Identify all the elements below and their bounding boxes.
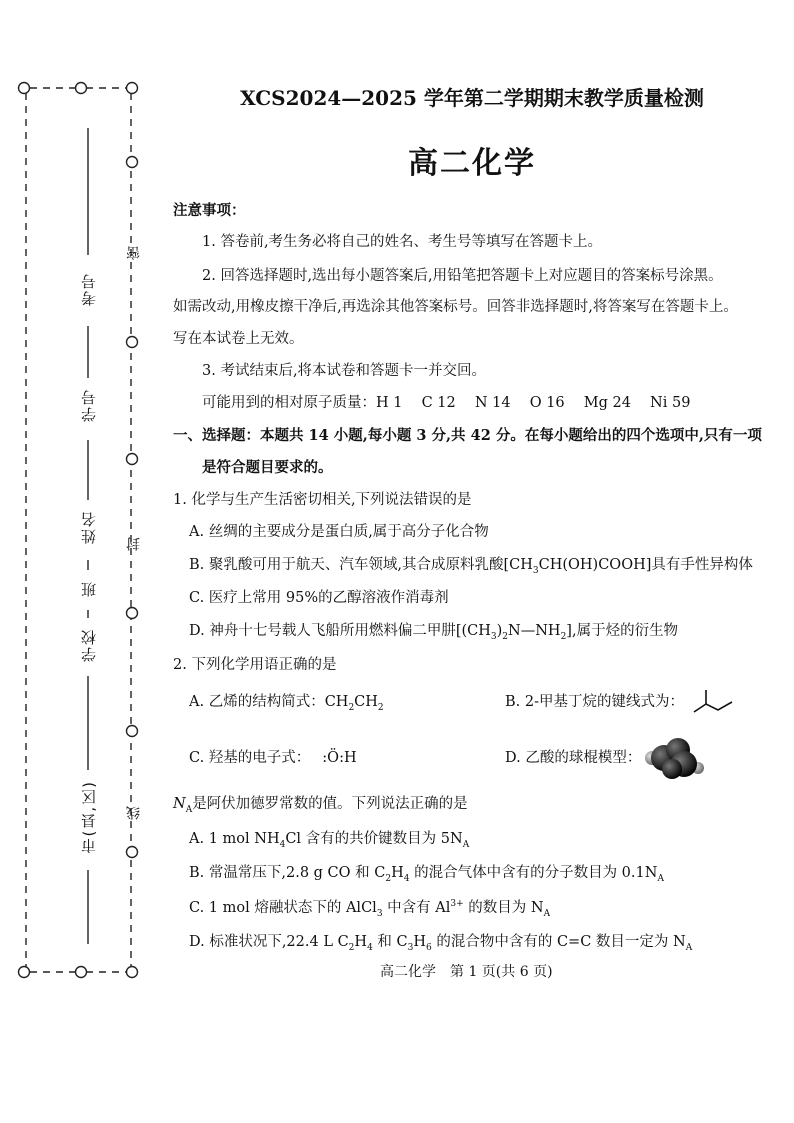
notice-item-2-line-2: 如需改动,用橡皮擦干净后,再选涂其他答案标号。回答非选择题时,将答案写在答题卡上。	[173, 299, 738, 315]
q3-stem: $N_A$是阿伏加德罗常数的值。下列说法正确的是	[173, 796, 468, 815]
notice-item-1: 1. 答卷前,考生务必将自己的姓名、考生号等填写在答题卡上。	[202, 234, 603, 250]
section1-heading-line-2: 是符合题目要求的。	[202, 459, 333, 476]
margin-label-school: 学校	[80, 628, 98, 662]
q3-option-c: C. 1 mol 熔融状态下的 AlCl$_3$ 中含有 $Al^{3+}$ 的数目为 $N_A$	[189, 899, 551, 919]
margin-mark-seal-2: 封	[126, 537, 142, 551]
margin-mark-seal-3: 线	[126, 806, 142, 820]
margin-label-exam-number: 考号	[80, 272, 98, 306]
section1-heading-line-1: 一、选择题：本题共 14 小题,每小题 3 分,共 42 分。在每小题给出的四个选项中,只有一项	[173, 427, 762, 444]
binding-margin-frame	[0, 0, 150, 990]
atomic-masses: 可能用到的相对原子质量：H 1 C 12 N 14 O 16 Mg 24 Ni 59	[202, 395, 691, 411]
margin-label-student-number: 学号	[80, 388, 98, 422]
notice-item-2-line-1: 2. 回答选择题时,选出每小题答案后,用铅笔把答题卡上对应题目的答案标号涂黑。	[202, 268, 723, 284]
subject-title: 高二化学	[408, 146, 536, 181]
page-footer: 高二化学 第 1 页(共 6 页)	[380, 964, 553, 980]
skeletal-formula-2-methylbutane-icon	[690, 686, 740, 718]
q2-option-a: A. 乙烯的结构简式：$CH_2CH_2$	[189, 694, 384, 713]
q1-option-a: A. 丝绸的主要成分是蛋白质,属于高分子化合物	[189, 524, 489, 540]
ball-and-stick-acetic-acid-icon	[644, 736, 706, 780]
notice-heading: 注意事项：	[173, 202, 246, 219]
q2-option-c: C. 羟基的电子式： :Ö:H	[189, 750, 357, 766]
q3-option-a: A. 1 mol $NH_4Cl$ 含有的共价键数目为 $5N_A$	[189, 831, 470, 850]
q2-option-b: B. 2-甲基丁烷的键线式为：	[505, 694, 684, 710]
margin-label-city: 市(县,区)	[80, 780, 98, 854]
margin-mark-seal-1: 密	[126, 246, 142, 260]
exam-title: XCS2024—2025 学年第二学期期末教学质量检测	[240, 86, 704, 110]
q2-option-d: D. 乙酸的球棍模型：	[505, 750, 642, 766]
q1-option-d: D. 神舟十七号载人飞船所用燃料偏二甲肼$[(CH_3)_2N—NH_2]$,属于烃的衍生物	[189, 623, 679, 642]
margin-label-name: 姓名	[80, 510, 98, 544]
notice-item-3: 3. 考试结束后,将本试卷和答题卡一并交回。	[202, 363, 487, 379]
q3-option-b: B. 常温常压下,2.8 g CO 和 $C_2H_4$ 的混合气体中含有的分子数目为 $0.1N_A$	[189, 865, 664, 884]
margin-label-class: 班	[80, 580, 98, 597]
q1-option-b: B. 聚乳酸可用于航天、汽车领域,其合成原料乳酸$[CH_3CH(OH)COOH]$具有手性异构体	[189, 557, 753, 576]
q2-stem: 2. 下列化学用语正确的是	[173, 657, 337, 673]
notice-item-2-line-3: 写在本试卷上无效。	[173, 331, 304, 347]
q3-option-d: D. 标准状况下,22.4 L $C_2H_4$ 和 $C_3H_6$ 的混合物中含有的 C=C 数目一定为 $N_A$	[189, 934, 693, 953]
q1-option-c: C. 医疗上常用 95%的乙醇溶液作消毒剂	[189, 590, 449, 606]
q1-stem: 1. 化学与生产生活密切相关,下列说法错误的是	[173, 492, 472, 508]
